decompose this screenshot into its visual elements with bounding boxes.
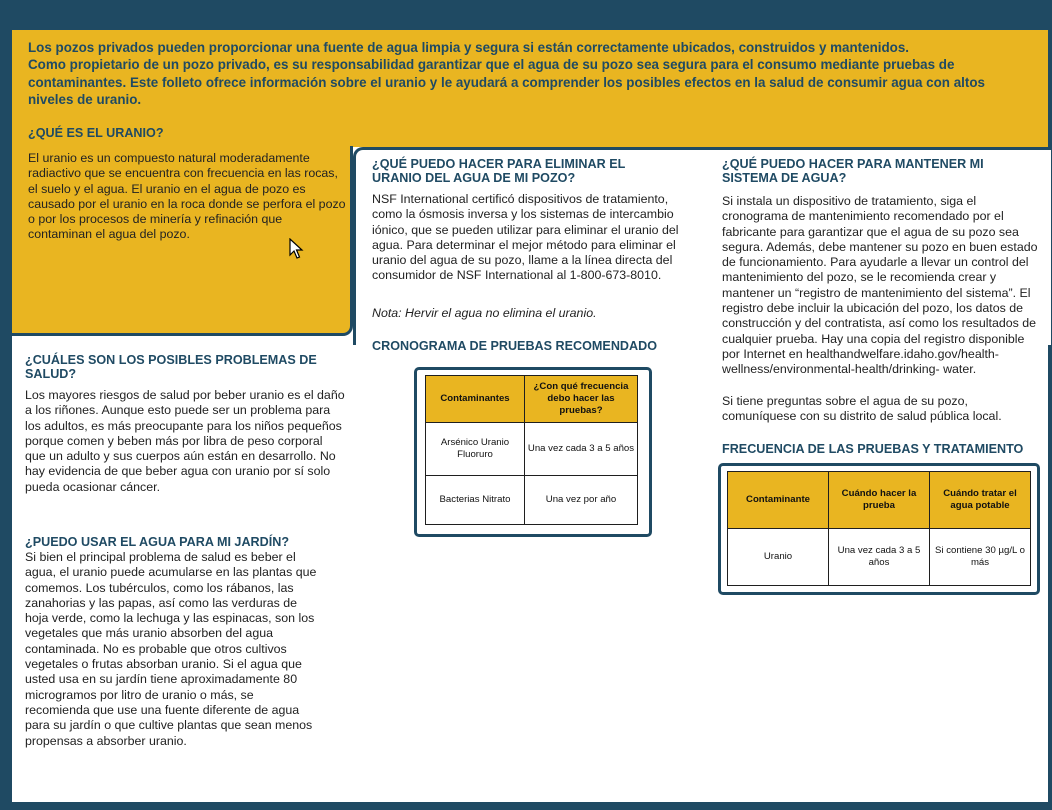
uranio-text: El uranio es un compuesto natural moderadamente radiactivo que se encuentra con frecuencia en las rocas, el suelo y el agua. El uranio en el agua de pozo es causado por el uranio en la roca donde se perfora el pozo o por los procesos de minería y refinación que contaminan el agua del pozo.: [28, 151, 346, 242]
table-cell: Una vez cada 3 a 5 años: [525, 423, 638, 476]
table-cell: Bacterias Nitrato: [426, 476, 525, 525]
mouse-pointer-icon: [289, 238, 305, 260]
jardin-text: Si bien el principal problema de salud es beber el agua, el uranio puede acumularse en las plantas que comemos. Los tubérculos, como los rábanos, las zanahorias y las papas, así como las verduras de hoja verde, como la lechuga y las espinacas, son los vegetales que más uranio absorben del agua contaminada. No es probable que otros cultivos vegetales o frutas absorban uranio. Si el agua que usted usa en su jardín tiene aproximadamente 80 microgramos por litro de uranio o más, se recomienda que use una fuente diferente de agua para su jardín o que cultive plantas que sean menos propensas a absorber uranio.: [25, 550, 317, 748]
column-header: Contaminante: [728, 472, 829, 529]
column-header: Cuándo hacer la prueba: [829, 472, 930, 529]
table-row: [728, 529, 1031, 586]
table-row: [426, 423, 638, 476]
jardin-heading: ¿PUEDO USAR EL AGUA PARA MI JARDÍN?: [25, 535, 290, 549]
table-cell: Si contiene 30 µg/L o más: [930, 529, 1031, 586]
salud-heading: ¿CUÁLES SON LOS POSIBLES PROBLEMAS DE SALUD?: [25, 353, 317, 381]
table-cell: Una vez por año: [525, 476, 638, 525]
intro-banner: [12, 30, 1048, 147]
mantener-text: Si instala un dispositivo de tratamiento, siga el cronograma de mantenimiento recomendado por el fabricante para garantizar que el agua de su pozo sea segura. Además, debe mantener su pozo en buen estado de funcionamiento. Para ayudarle a llevar un control del mantenimiento del pozo, se le recomienda crear y mantener un “registro de mantenimiento del sistema”. El registro debe incluir la ubicación del pozo, los datos de construcción y del contratista, así como los resultados de cualquier prueba. Hay una copia del registro disponible por Internet en healthandwelfare.idaho.gov/health-wellness/environmental-health/drinking- water.: [722, 194, 1038, 377]
intro-line-2: Como propietario de un pozo privado, es su responsabilidad garantizar que el agua de su pozo sea segura para el consumo mediante pruebas de contaminantes. Este folleto ofrece información sobre el uranio y le ayudará a comprender los posibles efectos en la salud de consumir agua con altos niveles de uranio.: [28, 57, 985, 108]
mantener-heading: ¿QUÉ PUEDO HACER PARA MANTENER MI SISTEMA DE AGUA?: [722, 157, 984, 185]
mantener-text-2: Si tiene preguntas sobre el agua de su pozo, comuníquese con su distrito de salud pública local.: [722, 394, 1002, 424]
column-header: ¿Con qué frecuencia debo hacer las pruebas?: [525, 376, 638, 423]
intro-line-1: Los pozos privados pueden proporcionar una fuente de agua limpia y segura si están correctamente ubicados, construidos y mantenidos.: [28, 40, 909, 55]
frecuencia-heading: FRECUENCIA DE LAS PRUEBAS Y TRATAMIENTO: [722, 442, 1024, 456]
cronograma-table: [425, 375, 638, 525]
table-row: [426, 476, 638, 525]
table-cell: Arsénico Uranio Fluoruro: [426, 423, 525, 476]
column-header: Contaminantes: [426, 376, 525, 423]
uranio-heading: ¿QUÉ ES EL URANIO?: [28, 126, 164, 140]
table-header-row: [426, 376, 638, 423]
salud-text: Los mayores riesgos de salud por beber uranio es el daño a los riñones. Aunque esto puede ser un problema para los adultos, es más preocupante para los niños pequeños porque comen y beben más por libra de peso corporal que un adulto y sus cuerpos aún están en desarrollo. No hay evidencia de que beber agua con uranio por sí solo pueda ocasionar cáncer.: [25, 388, 345, 494]
eliminar-text: NSF International certificó dispositivos de tratamiento, como la ósmosis inversa y los sistemas de intercambio iónico, que se pueden utilizar para eliminar el uranio del agua. Para determinar el mejor método para eliminar el uranio del agua de su pozo, llame a la línea directa del consumidor de NSF International al 1-800-673-8010.: [372, 192, 679, 283]
table-cell: Una vez cada 3 a 5 años: [829, 529, 930, 586]
intro-text: [28, 39, 1033, 109]
table-cell: Uranio: [728, 529, 829, 586]
frecuencia-table: [727, 471, 1031, 586]
eliminar-heading: ¿QUÉ PUEDO HACER PARA ELIMINAR EL URANIO DEL AGUA DE MI POZO?: [372, 157, 626, 185]
cronograma-heading: CRONOGRAMA DE PRUEBAS RECOMENDADO: [372, 339, 658, 353]
column-header: Cuándo tratar el agua potable: [930, 472, 1031, 529]
table-header-row: [728, 472, 1031, 529]
eliminar-note: Nota: Hervir el agua no elimina el uranio.: [372, 306, 597, 320]
